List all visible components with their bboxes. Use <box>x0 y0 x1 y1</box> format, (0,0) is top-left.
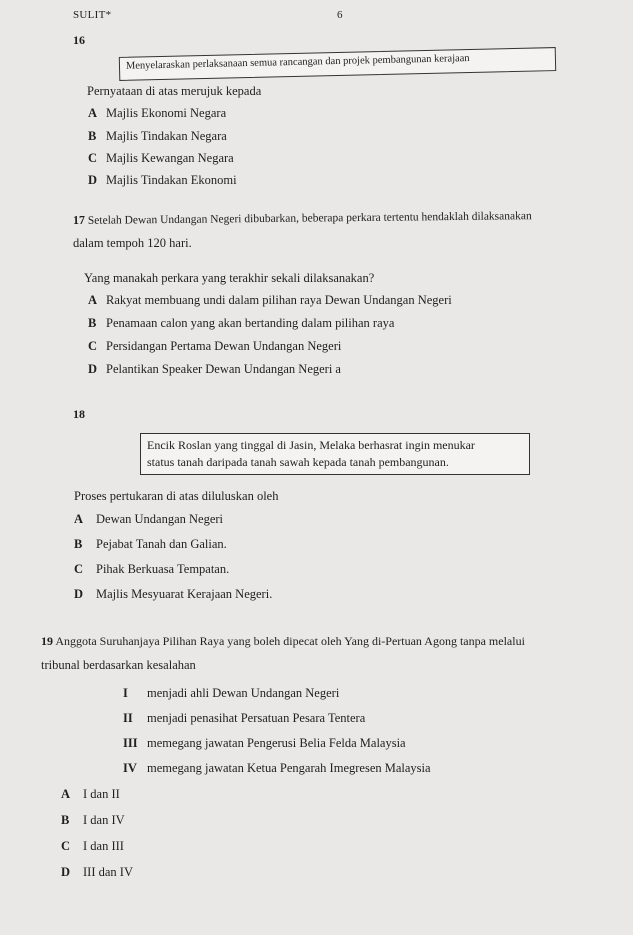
option-text: Persidangan Pertama Dewan Undangan Negeri <box>106 339 342 353</box>
question-18-statement-line2: status tanah daripada tanah sawah kepada tanah pembangunan. <box>147 455 449 469</box>
question-19-statement-ii <box>123 711 365 726</box>
question-19-option-a[interactable] <box>61 787 120 802</box>
question-16-statement-box <box>119 47 556 81</box>
question-19-statement-iv <box>123 761 431 776</box>
option-text: I dan III <box>83 839 124 853</box>
statement-roman: I <box>123 686 128 700</box>
option-letter: C <box>61 839 71 853</box>
statement-roman: IV <box>123 761 137 775</box>
question-17-option-a[interactable] <box>88 293 452 308</box>
option-text: III dan IV <box>83 865 133 879</box>
question-16-statement: Menyelaraskan perlaksanaan semua rancangan dan projek pembangunan kerajaan <box>125 53 470 72</box>
question-18-option-d[interactable] <box>74 587 272 602</box>
question-17-text-line2: dalam tempoh 120 hari. <box>73 236 192 250</box>
statement-text: menjadi ahli Dewan Undangan Negeri <box>147 686 340 700</box>
question-16-option-b[interactable] <box>88 129 227 144</box>
option-text: Penamaan calon yang akan bertanding dalam pilihan raya <box>106 316 395 330</box>
option-letter: D <box>61 865 71 879</box>
option-letter: B <box>88 129 97 143</box>
option-letter: D <box>74 587 84 601</box>
option-letter: C <box>88 151 98 165</box>
question-19-statement-iii <box>123 736 406 751</box>
question-18-statement-box <box>140 433 530 475</box>
question-18-prompt: Proses pertukaran di atas diluluskan oleh <box>74 489 279 503</box>
question-19-number: 19 <box>41 634 53 648</box>
option-text: Rakyat membuang undi dalam pilihan raya Dewan Undangan Negeri <box>106 293 452 307</box>
option-text: Majlis Kewangan Negara <box>106 151 234 165</box>
header-sulit: SULIT* <box>73 9 112 21</box>
question-19-text-line1 <box>41 634 525 649</box>
question-17-stem: Setelah Dewan Undangan Negeri dibubarkan, beberapa perkara tertentu hendaklah dilaksanakan <box>87 210 532 227</box>
question-19-option-b[interactable] <box>61 813 125 828</box>
question-18-number: 18 <box>73 407 85 421</box>
statement-roman: III <box>123 736 138 750</box>
question-19-text-line2: tribunal berdasarkan kesalahan <box>41 658 196 672</box>
option-letter: D <box>88 362 98 376</box>
question-16-prompt: Pernyataan di atas merujuk kepada <box>87 84 262 98</box>
option-letter: B <box>74 537 83 551</box>
question-18-option-b[interactable] <box>74 537 227 552</box>
option-text: Pelantikan Speaker Dewan Undangan Negeri a <box>106 362 341 376</box>
option-text: Dewan Undangan Negeri <box>96 512 224 526</box>
option-letter: A <box>61 787 71 801</box>
question-16-number: 16 <box>73 33 85 47</box>
option-text: I dan IV <box>83 813 125 827</box>
question-19-option-d[interactable] <box>61 865 133 880</box>
option-text: Majlis Tindakan Ekonomi <box>106 173 237 187</box>
question-19-statement-i <box>123 686 339 701</box>
option-letter: A <box>88 106 98 120</box>
option-text: Majlis Ekonomi Negara <box>106 106 227 120</box>
statement-text: memegang jawatan Pengerusi Belia Felda Malaysia <box>147 736 406 750</box>
question-17-number: 17 <box>72 212 86 227</box>
question-18-option-a[interactable] <box>74 512 223 527</box>
option-letter: B <box>88 316 97 330</box>
question-17-prompt: Yang manakah perkara yang terakhir sekali dilaksanakan? <box>84 271 375 285</box>
option-letter: A <box>88 293 98 307</box>
option-letter: B <box>61 813 70 827</box>
question-17-text-line1 <box>73 208 532 228</box>
option-text: I dan II <box>83 787 120 801</box>
question-17-option-c[interactable] <box>88 339 341 354</box>
question-19-option-c[interactable] <box>61 839 124 854</box>
question-16-option-a[interactable] <box>88 106 226 121</box>
option-text: Majlis Mesyuarat Kerajaan Negeri. <box>96 587 273 601</box>
option-text: Pihak Berkuasa Tempatan. <box>96 562 230 576</box>
option-letter: C <box>74 562 84 576</box>
option-letter: A <box>74 512 84 526</box>
question-17-option-d[interactable] <box>88 362 341 377</box>
question-16-option-d[interactable] <box>88 173 237 188</box>
question-18-option-c[interactable] <box>74 562 229 577</box>
option-text: Pejabat Tanah dan Galian. <box>96 537 227 551</box>
question-17-option-b[interactable] <box>88 316 394 331</box>
statement-roman: II <box>123 711 133 725</box>
question-19-stem: Anggota Suruhanjaya Pilihan Raya yang boleh dipecat oleh Yang di-Pertuan Agong tanpa melalui <box>55 634 525 648</box>
option-letter: C <box>88 339 98 353</box>
question-18-statement-line1: Encik Roslan yang tinggal di Jasin, Melaka berhasrat ingin menukar <box>147 438 475 452</box>
statement-text: memegang jawatan Ketua Pengarah Imegresen Malaysia <box>147 761 431 775</box>
page-number: 6 <box>337 9 343 21</box>
statement-text: menjadi penasihat Persatuan Pesara Tentera <box>147 711 366 725</box>
question-16-option-c[interactable] <box>88 151 234 166</box>
option-text: Majlis Tindakan Negara <box>106 129 227 143</box>
option-letter: D <box>88 173 98 187</box>
